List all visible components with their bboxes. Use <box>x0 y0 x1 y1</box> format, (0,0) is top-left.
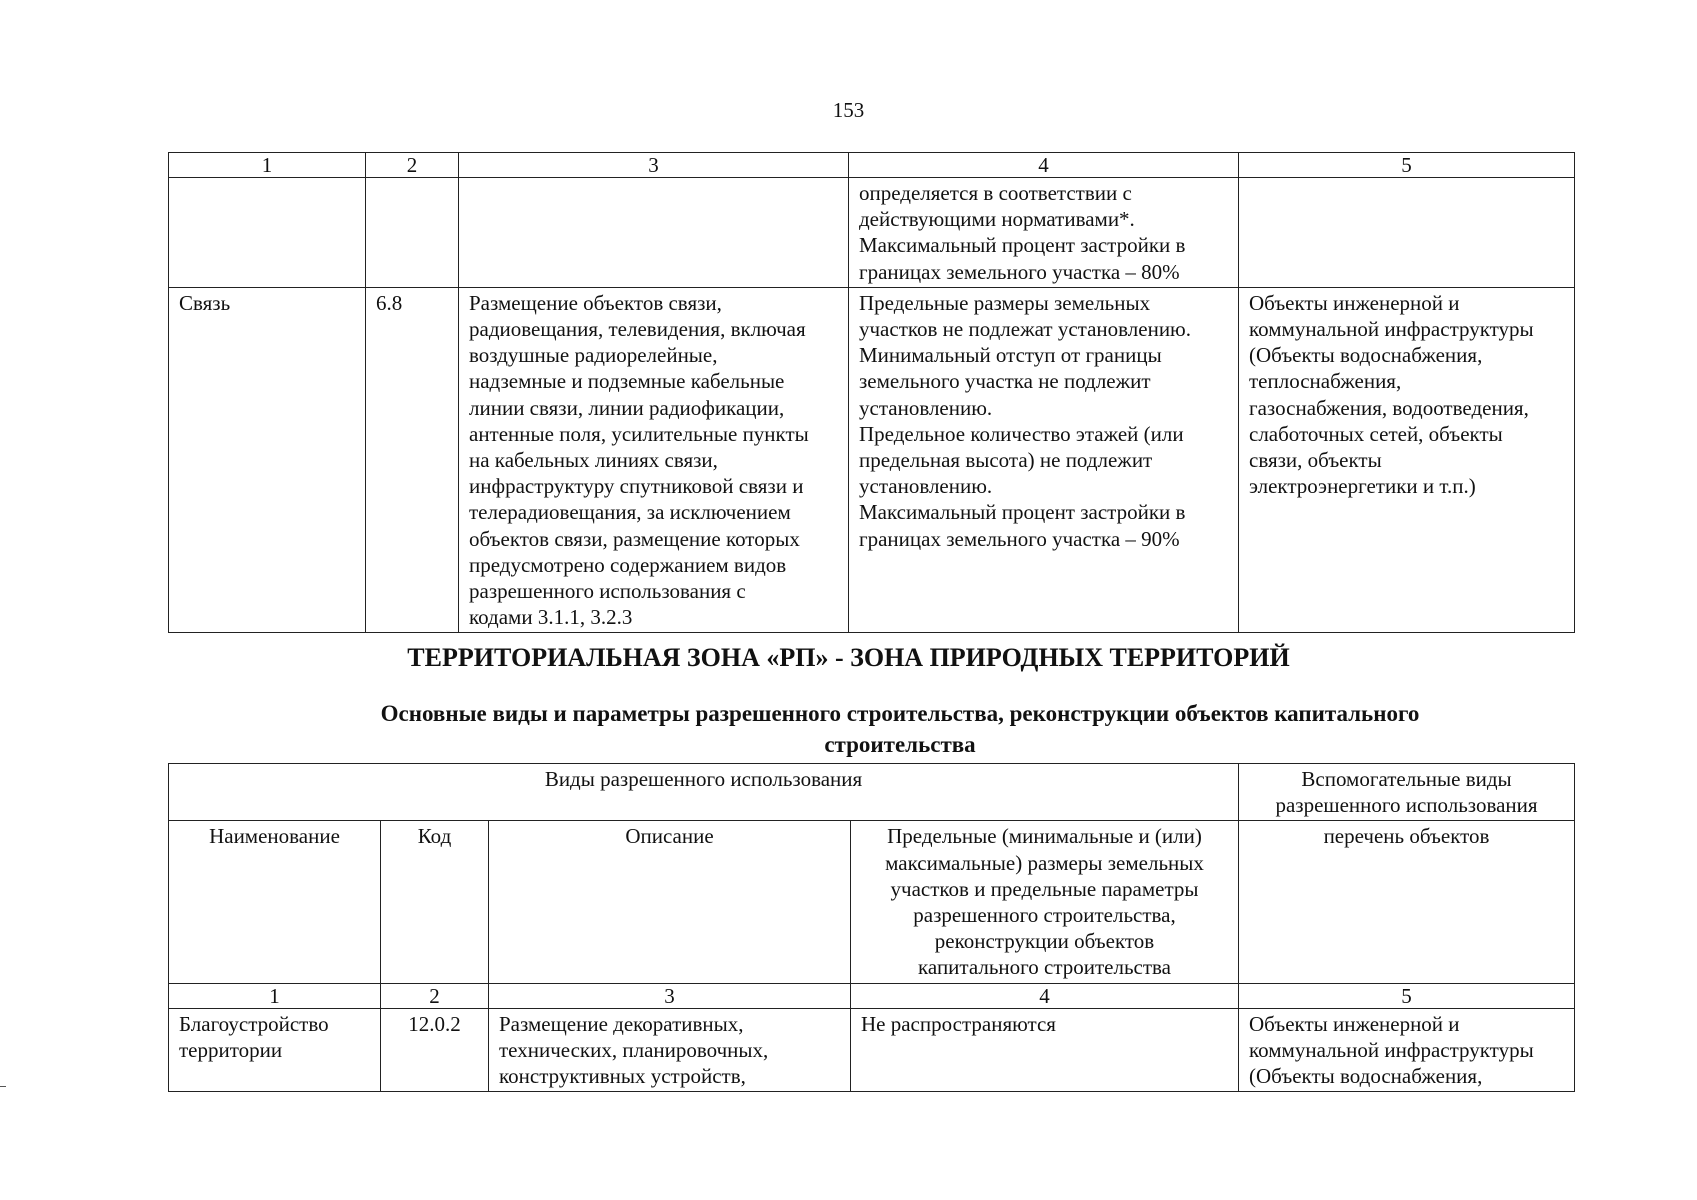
permitted-use-table-continued <box>168 152 1575 633</box>
text-line: слаботочных сетей, объекты <box>1249 421 1503 446</box>
text-line: разрешенного использования с <box>469 579 746 604</box>
use-code-cell: 12.0.2 <box>381 1008 489 1092</box>
text-line: участков и предельные параметры <box>890 876 1199 901</box>
use-name-cell <box>169 1008 381 1092</box>
column-number: 2 <box>366 153 459 178</box>
text-line: антенные поля, усилительные пункты <box>469 421 809 446</box>
text-line: реконструкции объектов <box>934 929 1155 954</box>
text-line: Минимальный отступ от границы <box>859 343 1162 368</box>
text-line: определяется в соответствии с <box>859 181 1132 205</box>
text-line: Максимальный процент застройки в <box>859 233 1186 258</box>
text-line: Объекты инженерной и <box>1249 290 1460 315</box>
main-uses-header: Виды разрешенного использования <box>169 764 1239 821</box>
text-line: конструктивных устройств, <box>499 1064 746 1089</box>
zone-title: ТЕРРИТОРИАЛЬНАЯ ЗОНА «РП» - ЗОНА ПРИРОДНЫХ ТЕРРИТОРИЙ <box>407 643 1290 672</box>
text-line: действующими нормативами*. <box>859 207 1135 232</box>
text-line: Предельное количество этажей (или <box>859 421 1184 446</box>
text-line: предусмотрено содержанием видов <box>469 552 787 577</box>
text-line: коммунальной инфраструктуры <box>1249 1037 1534 1062</box>
text-line: капитального строительства <box>918 955 1171 980</box>
description-header: Описание <box>489 821 851 983</box>
text-line: границах земельного участка – 90% <box>859 526 1180 551</box>
text-line: границах земельного участка – 80% <box>859 259 1180 284</box>
column-number: 4 <box>849 153 1239 178</box>
text-line: Размещение декоративных, <box>499 1011 744 1036</box>
column-number: 2 <box>381 983 489 1008</box>
subtitle-line: Основные виды и параметры разрешенного строительства, реконструкции объектов капитального <box>380 701 1420 726</box>
column-number: 1 <box>169 153 366 178</box>
text-line: Объекты инженерной и <box>1249 1011 1460 1036</box>
subtitle-line: строительства <box>824 732 976 757</box>
column-number: 3 <box>459 153 849 178</box>
use-name-cell: Связь <box>169 287 366 633</box>
text-line: Благоустройство <box>179 1011 329 1036</box>
column-header-row <box>169 821 1575 983</box>
parameters-cell <box>849 178 1239 288</box>
column-number: 1 <box>169 983 381 1008</box>
text-line: (Объекты водоснабжения, <box>1249 1064 1483 1089</box>
column-number: 3 <box>489 983 851 1008</box>
text-line: Предельные (минимальные и (или) <box>887 824 1202 849</box>
text-line: телерадиовещания, за исключением <box>469 500 791 525</box>
table-row-blagoustroystvo <box>169 1008 1575 1092</box>
text-line: (Объекты водоснабжения, <box>1249 343 1483 368</box>
column-number: 5 <box>1239 153 1575 178</box>
permitted-use-table-rp <box>168 763 1575 1092</box>
group-header-row <box>169 764 1575 821</box>
name-header: Наименование <box>169 821 381 983</box>
text-line: Максимальный процент застройки в <box>859 500 1186 525</box>
text-line: территории <box>179 1037 283 1062</box>
text-line: надземные и подземные кабельные <box>469 369 785 394</box>
text-line: Вспомогательные виды <box>1301 767 1512 791</box>
description-cell <box>459 287 849 633</box>
auxiliary-uses-header <box>1239 764 1575 821</box>
text-line: разрешенного использования <box>1275 793 1538 818</box>
text-line: на кабельных линиях связи, <box>469 448 718 473</box>
auxiliary-objects-cell <box>1239 287 1575 633</box>
description-cell <box>489 1008 851 1092</box>
parameters-header <box>851 821 1239 983</box>
table-row-continuation <box>169 178 1575 288</box>
text-line: Размещение объектов связи, <box>469 290 722 315</box>
scan-margin-mark <box>0 1086 6 1087</box>
text-line: газоснабжения, водоотведения, <box>1249 395 1529 420</box>
text-line: линии связи, линии радиофикации, <box>469 395 785 420</box>
page-number: 153 <box>832 98 865 122</box>
text-line: радиовещания, телевидения, включая <box>469 317 806 342</box>
auxiliary-objects-cell <box>1239 1008 1575 1092</box>
text-line: коммунальной инфраструктуры <box>1249 317 1534 342</box>
text-line: электроэнергетики и т.п.) <box>1249 474 1476 499</box>
code-header: Код <box>381 821 489 983</box>
section-subtitle <box>200 698 1600 760</box>
objects-header: перечень объектов <box>1239 821 1575 983</box>
text-line: предельная высота) не подлежит <box>859 448 1153 473</box>
text-line: инфраструктуру спутниковой связи и <box>469 474 804 499</box>
column-number: 5 <box>1239 983 1575 1008</box>
use-code-cell: 6.8 <box>366 287 459 633</box>
text-line: земельного участка не подлежит <box>859 369 1151 394</box>
column-number-row <box>169 983 1575 1008</box>
text-line: кодами 3.1.1, 3.2.3 <box>469 605 633 630</box>
text-line: теплоснабжения, <box>1249 369 1402 394</box>
table-row-svyaz <box>169 287 1575 633</box>
parameters-cell <box>849 287 1239 633</box>
text-line: связи, объекты <box>1249 448 1382 473</box>
column-number-row <box>169 153 1575 178</box>
text-line: Предельные размеры земельных <box>859 290 1151 315</box>
column-number: 4 <box>851 983 1239 1008</box>
text-line: воздушные радиорелейные, <box>469 343 718 368</box>
text-line: установлению. <box>859 474 993 499</box>
text-line: разрешенного строительства, <box>913 903 1176 928</box>
text-line: максимальные) размеры земельных <box>885 850 1204 875</box>
text-line: установлению. <box>859 395 993 420</box>
text-line: технических, планировочных, <box>499 1037 769 1062</box>
text-line: участков не подлежат установлению. <box>859 317 1191 342</box>
text-line: объектов связи, размещение которых <box>469 526 800 551</box>
parameters-cell: Не распространяются <box>851 1008 1239 1092</box>
